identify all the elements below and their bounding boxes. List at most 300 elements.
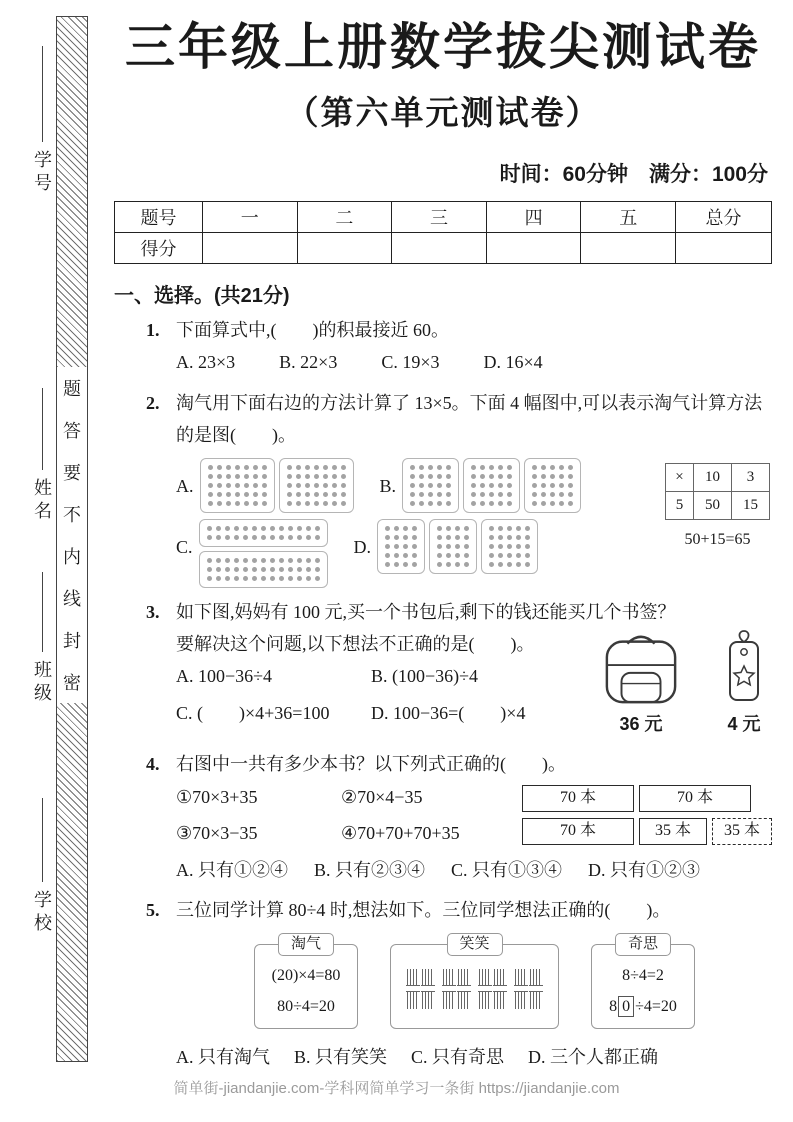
dot — [261, 567, 266, 572]
dot — [446, 492, 451, 497]
dot-boxes — [200, 458, 354, 513]
formula-3: ③70×3−35 — [176, 823, 258, 844]
dot — [216, 535, 221, 540]
dot — [234, 576, 239, 581]
dot — [419, 465, 424, 470]
question-body-line2: 要解决这个问题,以下想法不正确的是( )。 — [176, 633, 535, 654]
dot — [532, 483, 537, 488]
score-table — [114, 201, 772, 264]
dot — [480, 465, 485, 470]
question-1 — [146, 314, 772, 379]
dot — [532, 474, 537, 479]
dot — [550, 483, 555, 488]
stick-bundle — [494, 969, 506, 1009]
dot — [489, 492, 494, 497]
dot — [323, 492, 328, 497]
seal-char: 密 — [57, 661, 87, 703]
dot — [217, 492, 222, 497]
option-b: B. (100−36)÷4 — [371, 666, 479, 687]
dot — [270, 535, 275, 540]
dot — [437, 465, 442, 470]
dot — [507, 562, 512, 567]
dot — [315, 576, 320, 581]
book-box: 70 本 — [522, 785, 634, 812]
dot — [314, 474, 319, 479]
formula-1: ①70×3+35 — [176, 786, 258, 807]
dot — [261, 526, 266, 531]
dot — [541, 483, 546, 488]
book-box: 35 本 — [639, 818, 707, 845]
dot — [323, 483, 328, 488]
dot — [550, 465, 555, 470]
dot — [455, 535, 460, 540]
dot — [437, 526, 442, 531]
grid-cell: × — [666, 463, 694, 491]
dot-figure-d — [354, 519, 539, 574]
dot — [261, 535, 266, 540]
dot — [455, 544, 460, 549]
dot — [217, 474, 222, 479]
dot — [437, 562, 442, 567]
dot — [489, 465, 494, 470]
dot — [216, 567, 221, 572]
dot-grid-box — [463, 458, 520, 513]
formula-grid — [176, 781, 512, 850]
dot — [559, 474, 564, 479]
dot — [296, 483, 301, 488]
dot — [279, 526, 284, 531]
seal-char: 题 — [57, 367, 87, 409]
dot — [243, 576, 248, 581]
dot — [489, 501, 494, 506]
dot — [287, 501, 292, 506]
dot — [287, 465, 292, 470]
header-cell: 一 — [203, 202, 298, 233]
dot — [341, 492, 346, 497]
dot — [279, 558, 284, 563]
panel-name-tag: 淘气 — [278, 933, 334, 956]
dot — [252, 558, 257, 563]
score-empty-cell — [392, 233, 487, 264]
class-label: 班级 — [32, 660, 52, 706]
options-row — [146, 1041, 772, 1073]
dot — [262, 492, 267, 497]
multiplication-grid — [665, 463, 770, 520]
book-row-2 — [522, 818, 772, 845]
option-c: C. 19×3 — [381, 352, 440, 373]
dot — [262, 501, 267, 506]
dot — [287, 492, 292, 497]
question-3-body — [146, 628, 772, 740]
dot — [253, 492, 258, 497]
dot — [305, 465, 310, 470]
dot — [270, 567, 275, 572]
option-a: A. 只有淘气 — [176, 1047, 270, 1068]
question-number: 3. — [146, 601, 160, 622]
dot — [252, 576, 257, 581]
dot — [480, 492, 485, 497]
question-body: 右图中一共有多少本书？以下列式正确的( )。 — [176, 754, 566, 775]
method-line: (20)×4=80 — [271, 967, 341, 985]
dot — [297, 535, 302, 540]
dot — [332, 483, 337, 488]
figure-label: A. — [176, 475, 194, 496]
dot — [437, 492, 442, 497]
dot-grid-box — [481, 519, 538, 574]
question-body: 淘气用下面右边的方法计算了 13×5。下面 4 幅图中,可以表示淘气计算方法的是图( )。 — [176, 392, 763, 446]
dot — [428, 492, 433, 497]
dot — [323, 474, 328, 479]
seal-char: 答 — [57, 409, 87, 451]
dot — [532, 492, 537, 497]
stick-bundle — [530, 969, 542, 1009]
dot — [410, 492, 415, 497]
question-body: 下面算式中,( )的积最接近 60。 — [176, 320, 449, 340]
dot — [217, 483, 222, 488]
dot — [446, 474, 451, 479]
dot — [437, 553, 442, 558]
dot — [525, 562, 530, 567]
school-field — [30, 798, 54, 936]
dot — [332, 501, 337, 506]
dot — [332, 465, 337, 470]
stick-group — [515, 969, 542, 1009]
dot — [507, 474, 512, 479]
option-a: A. 23×3 — [176, 352, 236, 373]
dot — [507, 526, 512, 531]
dot — [516, 526, 521, 531]
question-5 — [146, 894, 772, 1074]
dot — [235, 474, 240, 479]
dot-figure-b — [380, 458, 582, 513]
dot — [446, 526, 451, 531]
dot — [235, 483, 240, 488]
dot — [207, 558, 212, 563]
dot — [498, 501, 503, 506]
dot-grid-box — [279, 458, 354, 513]
panel-qisi — [591, 936, 695, 1029]
seal-char: 要 — [57, 451, 87, 493]
header-cell: 四 — [486, 202, 581, 233]
dot — [419, 474, 424, 479]
backpack-figure — [598, 628, 684, 740]
dot — [403, 562, 408, 567]
dot — [568, 483, 573, 488]
dot — [235, 501, 240, 506]
dot — [568, 465, 573, 470]
figure-label: D. — [353, 536, 372, 557]
dot — [207, 535, 212, 540]
dot — [288, 558, 293, 563]
stick-bundle — [407, 969, 419, 1009]
dot — [306, 567, 311, 572]
dot — [270, 558, 275, 563]
dot — [489, 474, 494, 479]
dot — [234, 558, 239, 563]
boxed-line-pre: 8 — [609, 997, 618, 1015]
formula-2: ②70×4−35 — [341, 786, 423, 807]
dot — [507, 535, 512, 540]
dot — [507, 483, 512, 488]
dot — [234, 567, 239, 572]
dot — [507, 492, 512, 497]
dot — [419, 501, 424, 506]
dot — [385, 526, 390, 531]
question-number: 2. — [146, 392, 160, 413]
dot — [341, 483, 346, 488]
dot — [498, 544, 503, 549]
grid-row — [666, 491, 770, 519]
dot — [437, 535, 442, 540]
stick-bundles-figure — [405, 961, 544, 1011]
dot — [498, 483, 503, 488]
dot — [341, 465, 346, 470]
panel-name-tag: 笑笑 — [446, 933, 502, 956]
dot — [217, 465, 222, 470]
dot-grid-box — [199, 551, 328, 588]
dot — [207, 526, 212, 531]
dot — [489, 526, 494, 531]
method-line: 80÷4=20 — [277, 997, 335, 1015]
section-heading: 一、选择。(共21分) — [114, 285, 290, 307]
dot — [235, 465, 240, 470]
score-empty-cell — [486, 233, 581, 264]
question-4 — [146, 748, 772, 886]
dot — [252, 535, 257, 540]
dot — [385, 562, 390, 567]
dot — [437, 483, 442, 488]
dot — [464, 562, 469, 567]
dot — [498, 465, 503, 470]
dot-boxes — [402, 458, 581, 513]
dot — [235, 492, 240, 497]
dot-figure-a — [176, 458, 354, 513]
dot-grid-box — [199, 519, 328, 547]
dot — [296, 474, 301, 479]
question-number: 5. — [146, 899, 160, 920]
dot — [471, 465, 476, 470]
dot — [410, 483, 415, 488]
question-3-left — [176, 628, 586, 740]
figure-label: B. — [379, 475, 397, 496]
dot — [385, 535, 390, 540]
dot — [455, 526, 460, 531]
dot — [419, 492, 424, 497]
score-empty-cell — [203, 233, 298, 264]
dot — [403, 535, 408, 540]
student-id-label: 学号 — [32, 150, 52, 196]
dot — [394, 535, 399, 540]
score-table-score-row — [115, 233, 772, 264]
dot — [341, 474, 346, 479]
student-id-field — [30, 46, 54, 196]
dot — [498, 526, 503, 531]
option-b: B. 只有笑笑 — [294, 1047, 388, 1068]
dot — [262, 474, 267, 479]
score-empty-cell — [676, 233, 772, 264]
dot — [489, 553, 494, 558]
method-line: 8÷4=2 — [622, 967, 664, 985]
question-body: 如下图,妈妈有 100 元,买一个书包后,剩下的钱还能买几个书签？ — [176, 601, 676, 622]
dot — [287, 483, 292, 488]
dot — [489, 483, 494, 488]
dot — [394, 562, 399, 567]
dot — [437, 501, 442, 506]
write-in-line — [42, 46, 43, 142]
dot — [498, 492, 503, 497]
dot — [385, 544, 390, 549]
option-d: D. 16×4 — [483, 352, 543, 373]
stick-bundle — [479, 969, 491, 1009]
method-line-boxed — [606, 992, 680, 1022]
question-body: 三位同学计算 80÷4 时,想法如下。三位同学想法正确的( )。 — [176, 899, 671, 920]
dot — [412, 526, 417, 531]
question-4-body — [146, 781, 772, 850]
book-box-dashed: 35 本 — [712, 818, 772, 845]
dot — [244, 474, 249, 479]
dot — [455, 562, 460, 567]
method-table — [665, 463, 770, 555]
dot — [226, 465, 231, 470]
formula-4: ④70+70+70+35 — [341, 823, 460, 844]
dot — [412, 553, 417, 558]
write-in-line — [42, 798, 43, 882]
dot — [217, 501, 222, 506]
dot — [464, 553, 469, 558]
options-row — [146, 854, 772, 886]
dot — [279, 576, 284, 581]
seal-strip — [56, 16, 88, 1062]
option-b: B. 只有②③④ — [314, 859, 426, 880]
dot — [207, 576, 212, 581]
dot — [489, 562, 494, 567]
option-d: D. 只有①②③ — [588, 859, 701, 880]
dot — [428, 501, 433, 506]
option-c: C. 只有奇思 — [411, 1047, 505, 1068]
options-row — [146, 346, 772, 378]
dot — [412, 535, 417, 540]
dot — [550, 474, 555, 479]
dot-boxes — [199, 519, 328, 588]
dot — [446, 562, 451, 567]
dot — [270, 526, 275, 531]
dot — [507, 553, 512, 558]
options-grid — [176, 660, 586, 729]
dot — [216, 576, 221, 581]
dot — [516, 535, 521, 540]
question-3-figures — [598, 628, 772, 740]
seal-char: 线 — [57, 577, 87, 619]
dot — [314, 501, 319, 506]
seal-char: 内 — [57, 535, 87, 577]
dot — [498, 474, 503, 479]
dot — [253, 474, 258, 479]
dot — [288, 576, 293, 581]
backpack-price: 36 元 — [619, 713, 663, 734]
dot — [550, 492, 555, 497]
dot — [568, 474, 573, 479]
question-text — [146, 387, 772, 452]
book-box: 70 本 — [639, 785, 751, 812]
grid-row — [666, 463, 770, 491]
dot — [385, 553, 390, 558]
dot — [323, 501, 328, 506]
dot — [208, 465, 213, 470]
dot — [507, 544, 512, 549]
dot — [315, 558, 320, 563]
dot — [403, 526, 408, 531]
exam-meta: 时间：60分钟 满分：100分 — [499, 163, 768, 186]
dot — [225, 526, 230, 531]
dot — [244, 492, 249, 497]
dot — [525, 535, 530, 540]
dot — [315, 526, 320, 531]
dot — [305, 474, 310, 479]
hatch-pattern-bottom — [57, 703, 87, 1061]
dot — [532, 465, 537, 470]
dot — [297, 558, 302, 563]
option-a: A. 只有①②④ — [176, 859, 288, 880]
book-box: 70 本 — [522, 818, 634, 845]
dot — [525, 553, 530, 558]
dot — [559, 501, 564, 506]
question-number: 1. — [146, 320, 160, 340]
dot — [234, 526, 239, 531]
dot — [306, 526, 311, 531]
write-in-line — [42, 572, 43, 652]
page-title: 三年级上册数学拔尖测试卷 — [125, 19, 761, 75]
seal-char: 封 — [57, 619, 87, 661]
dot — [403, 553, 408, 558]
dot — [262, 465, 267, 470]
dot — [541, 501, 546, 506]
footer-watermark: 简单街-jiandanjie.com-学科网简单学习一条街 https://jiandanjie.com — [173, 1080, 620, 1097]
bookmark-price: 4 元 — [727, 713, 761, 734]
dot — [253, 501, 258, 506]
dot — [428, 474, 433, 479]
score-label-cell: 得分 — [115, 233, 203, 264]
dot — [279, 535, 284, 540]
student-method-panels — [254, 936, 772, 1029]
dot — [216, 526, 221, 531]
dot — [341, 501, 346, 506]
dot — [541, 474, 546, 479]
dot — [226, 501, 231, 506]
question-3 — [146, 596, 772, 741]
dot — [279, 567, 284, 572]
dot — [559, 492, 564, 497]
dot — [437, 474, 442, 479]
dot — [525, 526, 530, 531]
paper-content — [114, 20, 772, 1081]
dot — [507, 465, 512, 470]
dot — [262, 483, 267, 488]
dot — [306, 558, 311, 563]
header-cell: 五 — [581, 202, 676, 233]
dot-grid-box — [200, 458, 275, 513]
dot — [516, 544, 521, 549]
dot — [243, 567, 248, 572]
name-field — [30, 388, 54, 524]
dot — [541, 465, 546, 470]
dot — [226, 492, 231, 497]
dot — [410, 465, 415, 470]
dot — [225, 567, 230, 572]
dot — [314, 465, 319, 470]
panel-name-tag: 奇思 — [615, 933, 671, 956]
score-table-header-row — [115, 202, 772, 233]
dot — [297, 526, 302, 531]
